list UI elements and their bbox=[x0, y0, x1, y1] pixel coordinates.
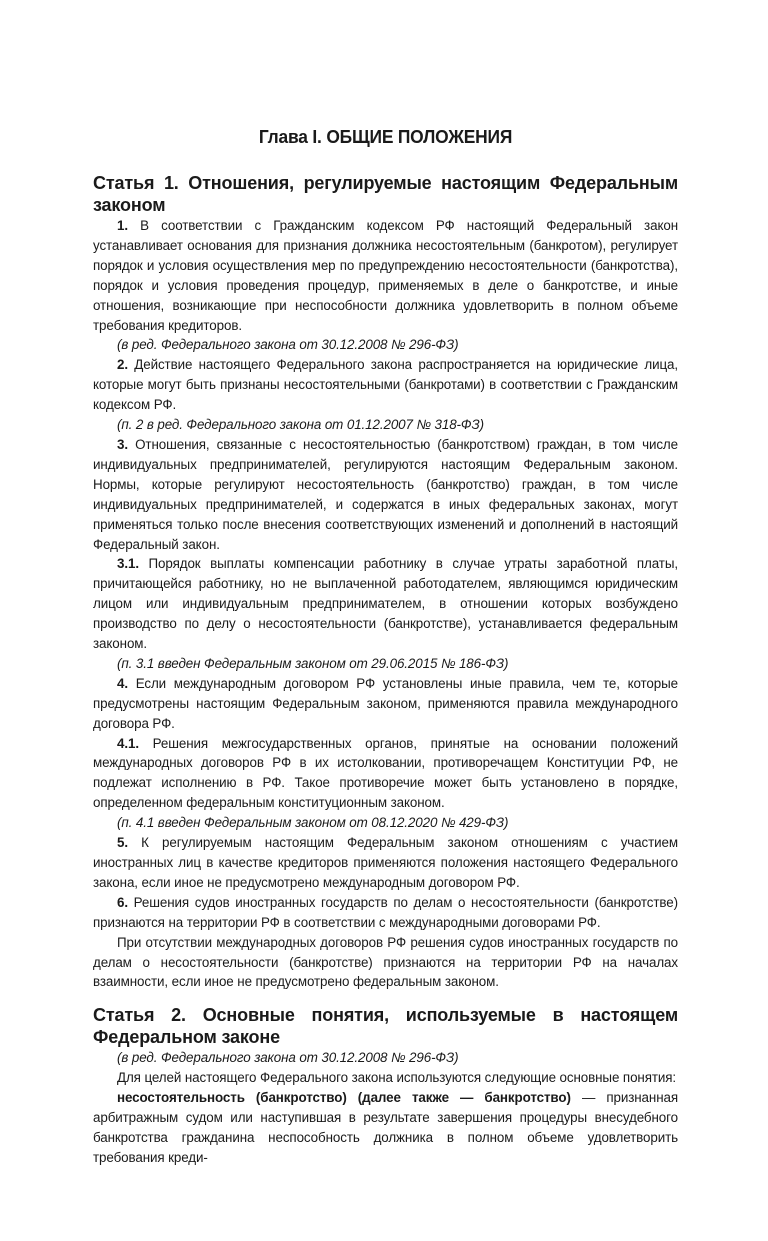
article-1-paragraph-4 bbox=[93, 674, 678, 734]
chapter-title: Глава I. ОБЩИЕ ПОЛОЖЕНИЯ bbox=[258, 126, 513, 147]
amendment-note: (в ред. Федерального закона от 30.12.2008 № 296-ФЗ) bbox=[117, 337, 459, 353]
paragraph-number: 4.1. bbox=[117, 735, 139, 751]
article-1-paragraph-2 bbox=[93, 355, 678, 415]
article-2-title: Статья 2. Основные понятия, используемые в настоящем Федеральном законе bbox=[93, 1005, 678, 1048]
paragraph-text: В соответствии с Гражданским кодексом РФ настоящий Федеральный закон устанавливает основания для признания должника несостоятельным (банкротом), регулирует порядок и условия осуществления мер по предупреждению несостоятельности (банкротства), порядок и условия проведения процедур, применяемых в деле о банкротстве, и иные отношения, возникающие при неспособности должника удовлетворить в полном объеме требования кредиторов. bbox=[93, 218, 678, 333]
article-1-paragraph-5 bbox=[93, 833, 678, 893]
article-1-paragraph-3 bbox=[93, 435, 678, 554]
defined-term: несостоятельность (банкротство) (далее также — банкротство) bbox=[117, 1090, 571, 1106]
article-1-paragraph-6 bbox=[93, 893, 678, 933]
paragraph-number: 4. bbox=[117, 675, 128, 691]
paragraph-number: 5. bbox=[117, 835, 128, 851]
amendment-note: (п. 4.1 введен Федеральным законом от 08.12.2020 № 429-ФЗ) bbox=[117, 815, 509, 831]
article-2-definition-1 bbox=[93, 1088, 678, 1168]
paragraph-number: 1. bbox=[117, 218, 128, 233]
paragraph-number: 3.1. bbox=[117, 556, 139, 572]
paragraph-text: Действие настоящего Федерального закона распространяется на юридические лица, которые могут быть признаны несостоятельными (банкротами) в соответствии с Гражданским кодексом РФ. bbox=[93, 357, 678, 413]
article-1-paragraph-3-1 bbox=[93, 554, 678, 654]
paragraph-text: К регулируемым настоящим Федеральным законом отношениям с участием иностранных лиц в качестве кредиторов применяются положения настоящего Федерального закона, если иное не предусмотрено международным договором РФ. bbox=[93, 835, 678, 890]
amendment-note: (п. 2 в ред. Федерального закона от 01.12.2007 № 318-ФЗ) bbox=[117, 417, 484, 433]
definition-text: — признанная арбитражным судом или наступившая в результате завершения процедуры внесудебного банкротства гражданина неспособность должника в полном объеме удовлетворить требования креди- bbox=[93, 1090, 678, 1165]
paragraph-text: Отношения, связанные с несостоятельностью (банкротством) граждан, в том числе индивидуальных предпринимателей, регулируются настоящим Федеральным законом. Нормы, которые регулируют несостоятельность (банкротство) граждан, в том числе индивидуальных предпринимателей, и содержатся в иных федеральных законах, могут применяться только после внесения соответствующих изменений и дополнений в настоящий Федеральный закон. bbox=[93, 436, 678, 552]
paragraph-number: 6. bbox=[117, 894, 128, 910]
article-1-paragraph-1 bbox=[93, 216, 678, 335]
paragraph-text: Решения судов иностранных государств по делам о несостоятельности (банкротстве) признаются на территории РФ в соответствии с международными договорами РФ. bbox=[93, 894, 678, 930]
article-1-paragraph-4-1 bbox=[93, 734, 678, 814]
amendment-note: (в ред. Федерального закона от 30.12.2008 № 296-ФЗ) bbox=[117, 1050, 459, 1066]
paragraph-number: 3. bbox=[117, 436, 128, 452]
paragraph-text: Решения межгосударственных органов, принятые на основании положений международных договоров РФ в их истолковании, противоречащем Конституции РФ, не подлежат исполнению в РФ. Такое противоречие может быть установлено в порядке, определенном федеральным конституционным законом. bbox=[93, 735, 678, 811]
article-1-paragraph-7: При отсутствии международных договоров РФ решения судов иностранных государств по делам о несостоятельности (банкротстве) признаются на территории РФ на началах взаимности, если иное не предусмотрено федеральным законом. bbox=[93, 934, 678, 990]
paragraph-number: 2. bbox=[117, 357, 128, 373]
article-1-title: Статья 1. Отношения, регулируемые настоящим Федеральным законом bbox=[93, 173, 678, 215]
article-2-intro: Для целей настоящего Федерального закона используются следующие основные понятия: bbox=[117, 1070, 677, 1086]
amendment-note: (п. 3.1 введен Федеральным законом от 29.06.2015 № 186-ФЗ) bbox=[117, 655, 509, 671]
paragraph-text: Порядок выплаты компенсации работнику в случае утраты заработной платы, причитающейся работнику, но не выплаченной работодателем, являющимся юридическим лицом или индивидуальным предпринимателем, в отношении которых возбуждено производство по делу о несостоятельности (банкротстве), устанавливается федеральным законом. bbox=[93, 556, 678, 652]
paragraph-text: Если международным договором РФ установлены иные правила, чем те, которые предусмотрены настоящим Федеральным законом, применяются правила международного договора РФ. bbox=[93, 675, 678, 731]
